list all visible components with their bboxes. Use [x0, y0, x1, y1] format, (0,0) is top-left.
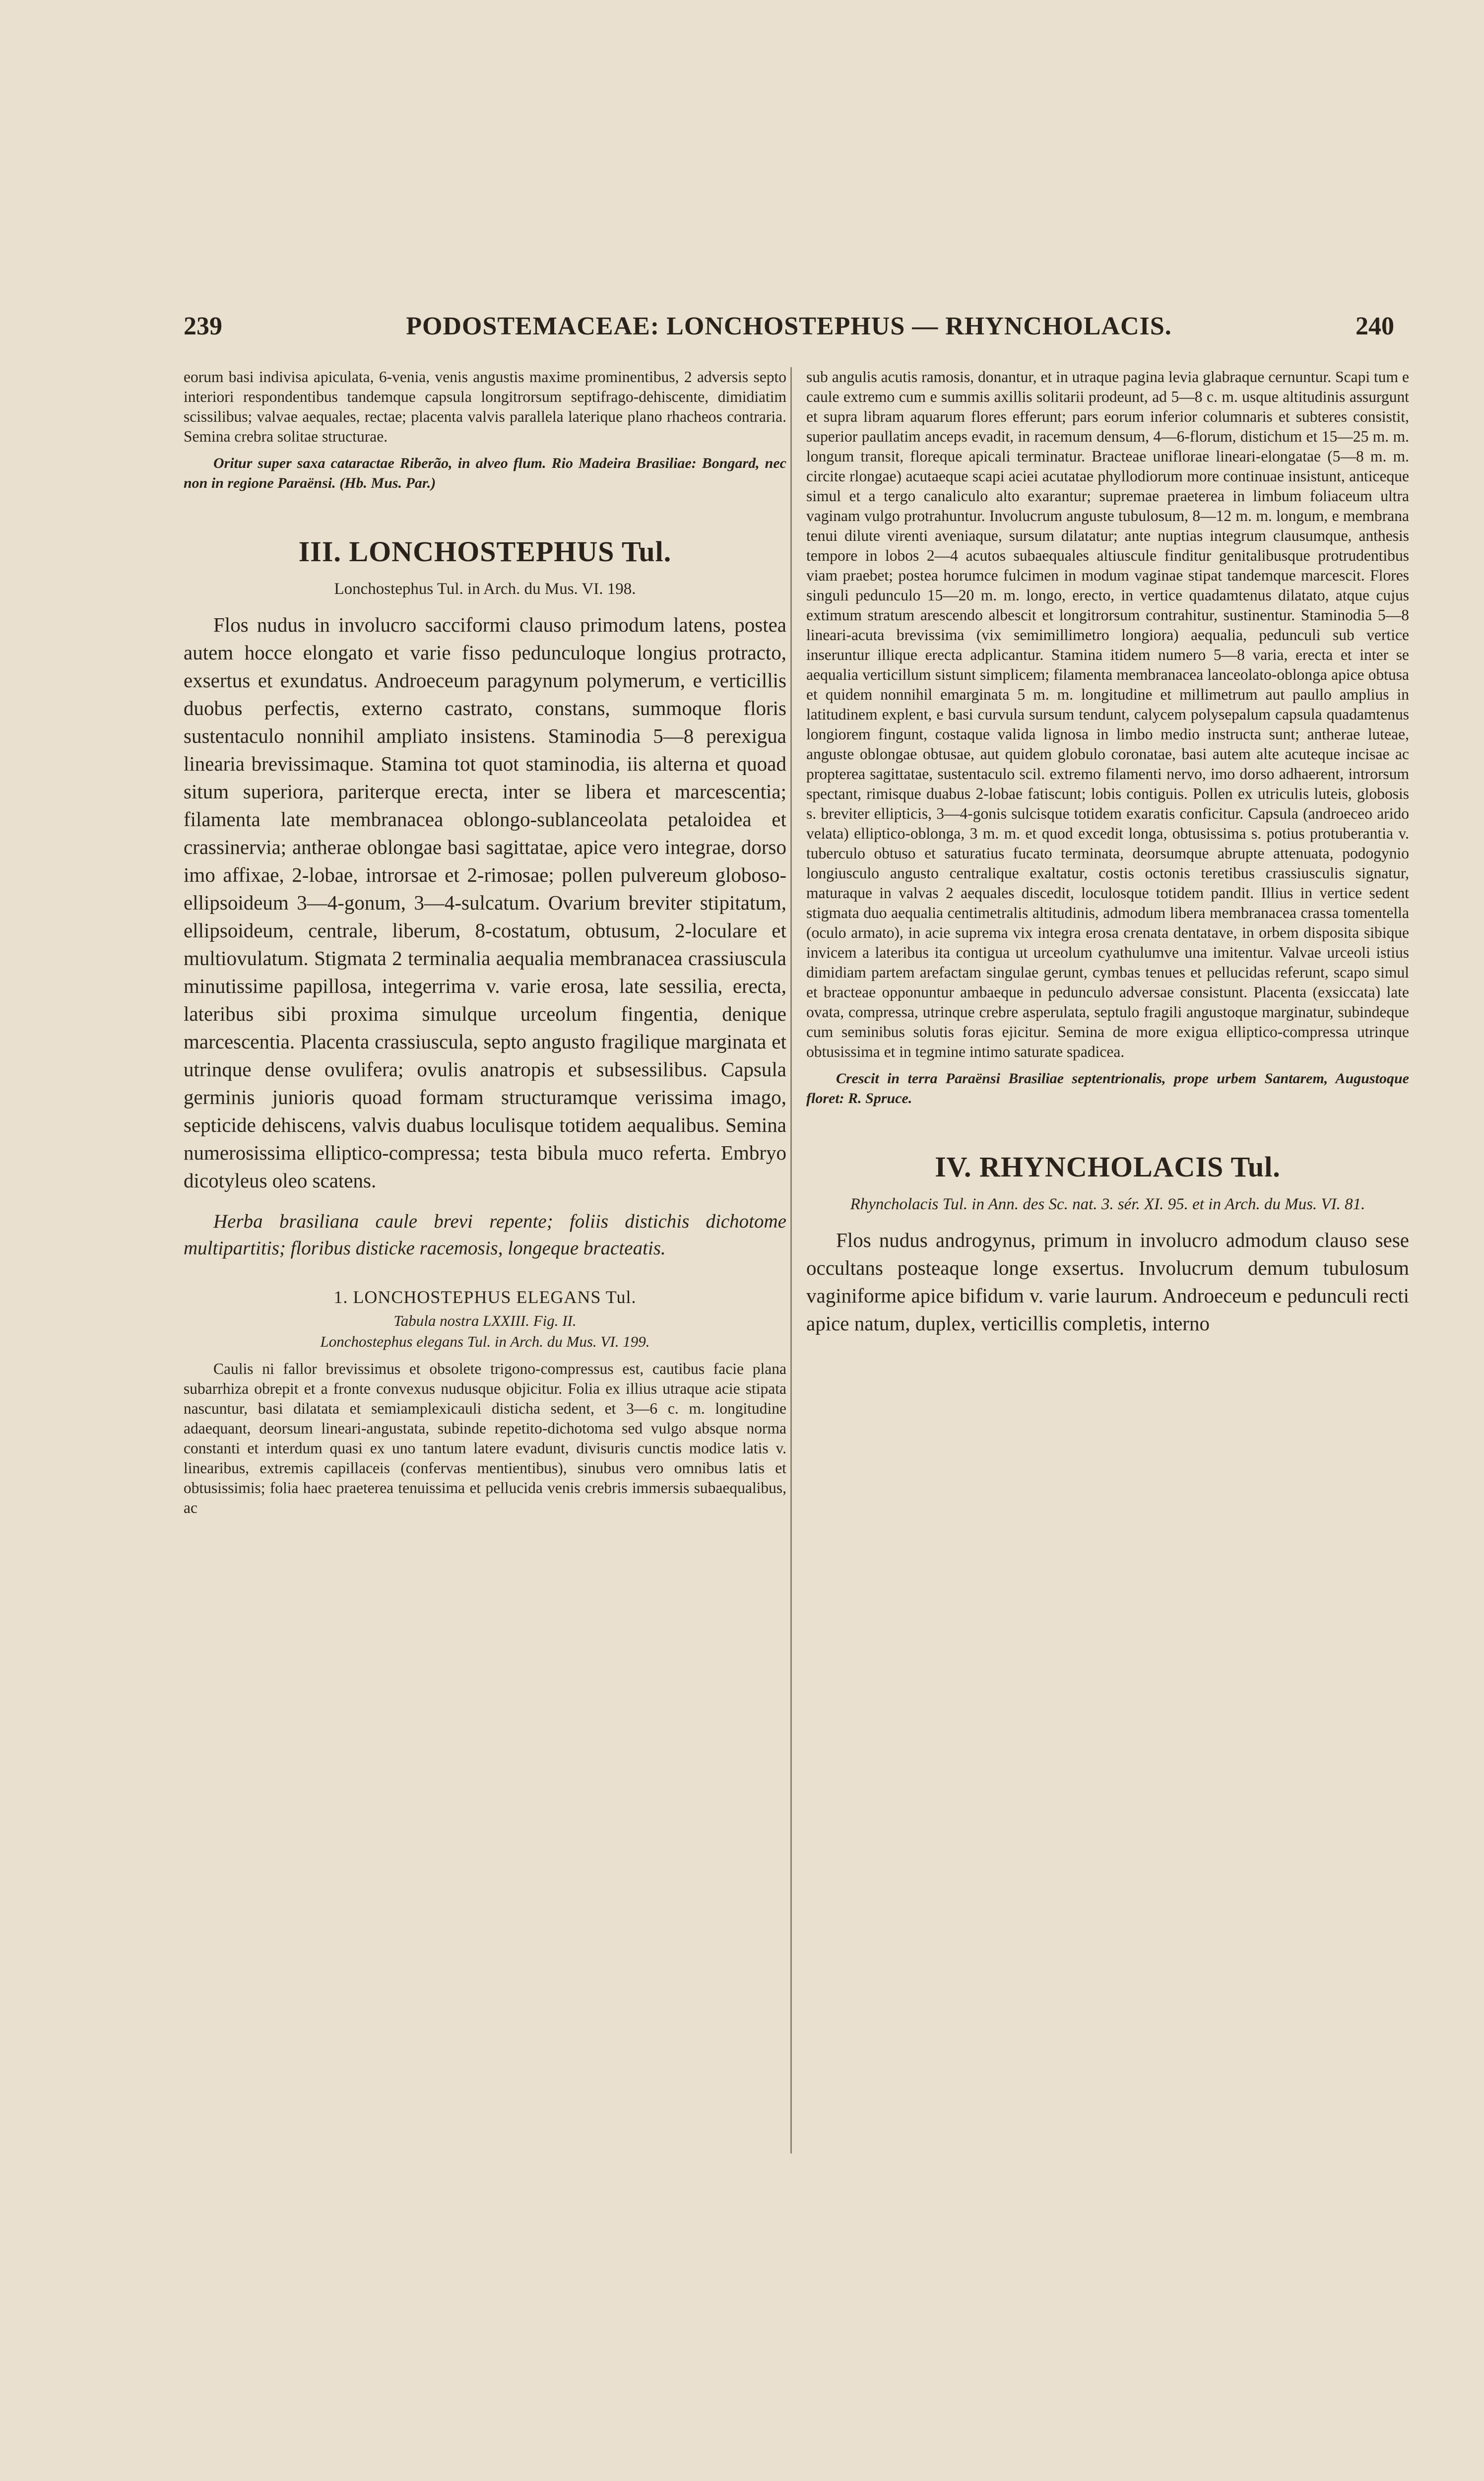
- genus-description-rhyncholacis: Flos nudus androgynus, primum in involucro admodum clauso sese occultans posteaque longe exsertus. Involucrum demum tubulosum vaginiforme apice bifidum v. varie laurum. Androeceum e pedunculi recti apice natum, duplex, verticillis completis, interno: [806, 1229, 1409, 1335]
- genus-citation-lonchostephus: Lonchostephus Tul. in Arch. du Mus. VI. 198.: [334, 580, 636, 598]
- right-habitat-note: Crescit in terra Paraënsi Brasiliae septentrionalis, prope urbem Santarem, Augustoque floret: R. Spruce.: [806, 1070, 1409, 1107]
- species-citation: Lonchostephus elegans Tul. in Arch. du Mus. VI. 199.: [320, 1333, 650, 1350]
- right-continued-description: sub angulis acutis ramosis, donantur, et in utraque pagina levia glabraque cernuntur. Scapi tum e caule extremo cum e summis axillis solitarii prodeunt, ad 5—8 c. m. usque altitudinis assurgunt et supra libram aquarum flores efferunt; pars eorum inferior columnaris et subteres consistit, superior paullatim anceps evadit, in racemum densum, 4—6-florum, distichum et 15—25 m. m. longum transit, floreque apicali terminatur. Bracteae uniflorae lineari-elongatae (5—8 m. m. circite rlongae) acutaeque scapi aciei acutatae phyllodiorum more continuae insistunt, anticeque simul et a tergo canaliculo alto exarantur; supremae praeterea in limbum foliaceum ultra vaginam vulgo protrahuntur. Involucrum anguste tubulosum, 8—12 m. m. longum, e membrana tenui dilute virenti aveniaque, sursum dilatatur; ante nuptias integrum clausumque, anthesis tempore in lobos 2—4 acutos subaequales altiuscule finditur genitalibusque protrudentibus viam praebet; postea horumce fulcimen in modum vaginae stipat tandemque marcescit. Flores singuli pedunculo 15—20 m. m. longo, erecto, in vertice quadamtenus dilatato, atque cujus extimum stratum arescendo albescit et longitrorsum contrahitur, sustinentur. Staminodia 5—8 lineari-acuta brevissima (vix semimillimetro longiora) aequalia, pedunculi sub vertice inseruntur illique erecta adplicantur. Stamina itidem numero 5—8 varia, erecta et inter se aequalia verticillum sistunt simplicem; filamenta membranacea lanceolato-oblonga apice obtusa et quidem nonnihil emarginata 5 m. m. longitudine et millimetrum aut paullo amplius in latitudinem explent, e basi curvula sursum tendunt, calycem polysepalum capsula quadamtenus longiorem fingunt, costaque valida lignosa in limbo medio instructa sunt; antherae luteae, anguste oblongae obtusae, aut quidem globulo coronatae, basi autem alte acuteque incisae ac propterea sagittatae, sustentaculo scil. extremo filamenti nervo, imo dorso adhaerent, introrsum spectant, rimisque duabus 2-lobae fatiscunt; lobis contiguis. Pollen ex utriculis luteis, globosis s. breviter ellipticis, 3—4-gonis sulcisque totidem exaratis conficitur. Capsula (androeceo arido velata) elliptico-oblonga, 3 m. m. et quod excedit longa, obtusissima s. potius protuberantia v. tuberculo obtuso et saturatius fucato terminata, deorsumque abrupte attenuata, podogynio longiusculo angusto centralique exaltatur, costis octonis teretibus crassiusculis signatur, maturaque in valvas 2 aequales discedit, loculosque totidem pandit. Illius in vertice sedent stigmata duo aequalia centimetralis altitudinis, admodum libera membranacea crassa tomentella (oculo armato), in acie suprema vix integra erosa crenata dentatave, in orbem disposita sibique invicem a lateribus ita contigua ut urceolum cyathulumve una imitentur. Valvae urceoli istius dimidiam partem arefactam singulae gerunt, cymbas tenues et pellucidas referunt, scapo simul et bracteae opponuntur ambaeque in pedunculo adversae consistunt. Placenta (exsiccata) late ovata, compressa, utrinque crebre asperulata, septulo fragili angustoque marginatur, subindeque cum seminibus solutis foras ejicitur. Semina de more exigua elliptico-compressa utrinque obtusissima et in tegmine intimo saturate spadicea.: [806, 368, 1409, 1060]
- genus-heading-lonchostephus: III. LONCHOSTEPHUS Tul.: [298, 535, 672, 568]
- left-column: [184, 367, 786, 2346]
- page-number-left: 239: [184, 312, 222, 340]
- species-description: Caulis ni fallor brevissimus et obsolete trigono-compressus est, cautibus facie plana subarrhiza obrepit et a fronte convexus nudusque objicitur. Folia ex illius utraque acie stipata nascuntur, basi dilatata et semiamplexicauli disticha sedent, et 3—6 c. m. longitudine adaequant, deorsum lineari-angustata, subinde repetito-dichotoma sed vulgo absque norma constanti et interdum quasi ex uno tantum latere evadunt, divisuris cunctis modice latis v. linearibus, extremis capillaceis (confervas mentientibus), sinubus vero omnibus latis et obtusissimis; folia haec praeterea tenuissima et pellucida venis crebris immersis subaequalibus, ac: [184, 1360, 786, 1516]
- column-divider: [790, 367, 792, 2154]
- running-title: PODOSTEMACEAE: LONCHOSTEPHUS — RHYNCHOLACIS.: [406, 312, 1172, 340]
- species-heading: 1. LONCHOSTEPHUS ELEGANS Tul.: [333, 1287, 637, 1307]
- page-number-right: 240: [1355, 312, 1394, 340]
- running-header: [184, 312, 1394, 346]
- left-continued-paragraph: eorum basi indivisa apiculata, 6-venia, venis angustis maxime prominentibus, 2 adversis septo interiori respondentibus tandemque capsula longitrorsum septifrago-dehiscente, dimidiatim scissilibus; valvae aequales, rectae; placenta valvis parallela laterique plano rhacheos contraria. Semina crebra solitae structurae.: [184, 368, 786, 445]
- genus-citation-rhyncholacis: Rhyncholacis Tul. in Ann. des Sc. nat. 3. sér. XI. 95. et in Arch. du Mus. VI. 81.: [850, 1195, 1365, 1213]
- species-plate-reference: Tabula nostra LXXIII. Fig. II.: [393, 1312, 577, 1329]
- genus-description-lonchostephus: Flos nudus in involucro sacciformi clauso primodum latens, postea autem hocce elongato et varie fisso pedunculoque longius protracto, exsertus et exundatus. Androeceum paragynum polymerum, e verticillis duobus perfectis, externo castrato, constans, summoque floris sustentaculo nonnihil ampliato insistens. Staminodia 5—8 perexigua linearia brevissimaque. Stamina tot quot staminodia, iis alterna et quoad situm superiora, pariterque erecta, inter se libera et marcescentia; filamenta late membranacea oblongo-sublanceolata petaloidea et crassinervia; antherae oblongae basi sagittatae, apice vero integrae, dorso imo affixae, 2-lobae, introrsae et 2-rimosae; pollen pulvereum globoso-ellipsoideum 3—4-gonum, 3—4-sulcatum. Ovarium breviter stipitatum, ellipsoideum, centrale, liberum, 8-costatum, obtusum, 2-loculare et multiovulatum. Stigmata 2 terminalia aequalia membranacea crassiuscula minutissime papillosa, integerrima v. varie erosa, late sessilia, erecta, lateribus sibi proxima simulque urceolum fingentia, denique marcescentia. Placenta crassiuscula, septo angusto fragilique marginata et utrinque dense ovulifera; ovulis anatropis et subsessilibus. Capsula germinis junioris quoad formam structuramque verissima imago, septicide dehiscens, valvis duabus loculisque totidem aequalibus. Semina numerosissima elliptico-compressa; testa bibula muco referta. Embryo dicotyleus oleo scatens.: [184, 613, 786, 1192]
- genus-diagnosis-lonchostephus: Herba brasiliana caule brevi repente; foliis distichis dichotome multipartitis; floribus disticke racemosis, longeque bracteatis.: [184, 1211, 786, 1259]
- right-column: [806, 367, 1409, 2346]
- left-habitat-note: Oritur super saxa cataractae Riberão, in alveo flum. Rio Madeira Brasiliae: Bongard, nec non in regione Paraënsi. (Hb. Mus. Par.): [184, 455, 786, 491]
- genus-heading-rhyncholacis: IV. RHYNCHOLACIS Tul.: [935, 1151, 1281, 1183]
